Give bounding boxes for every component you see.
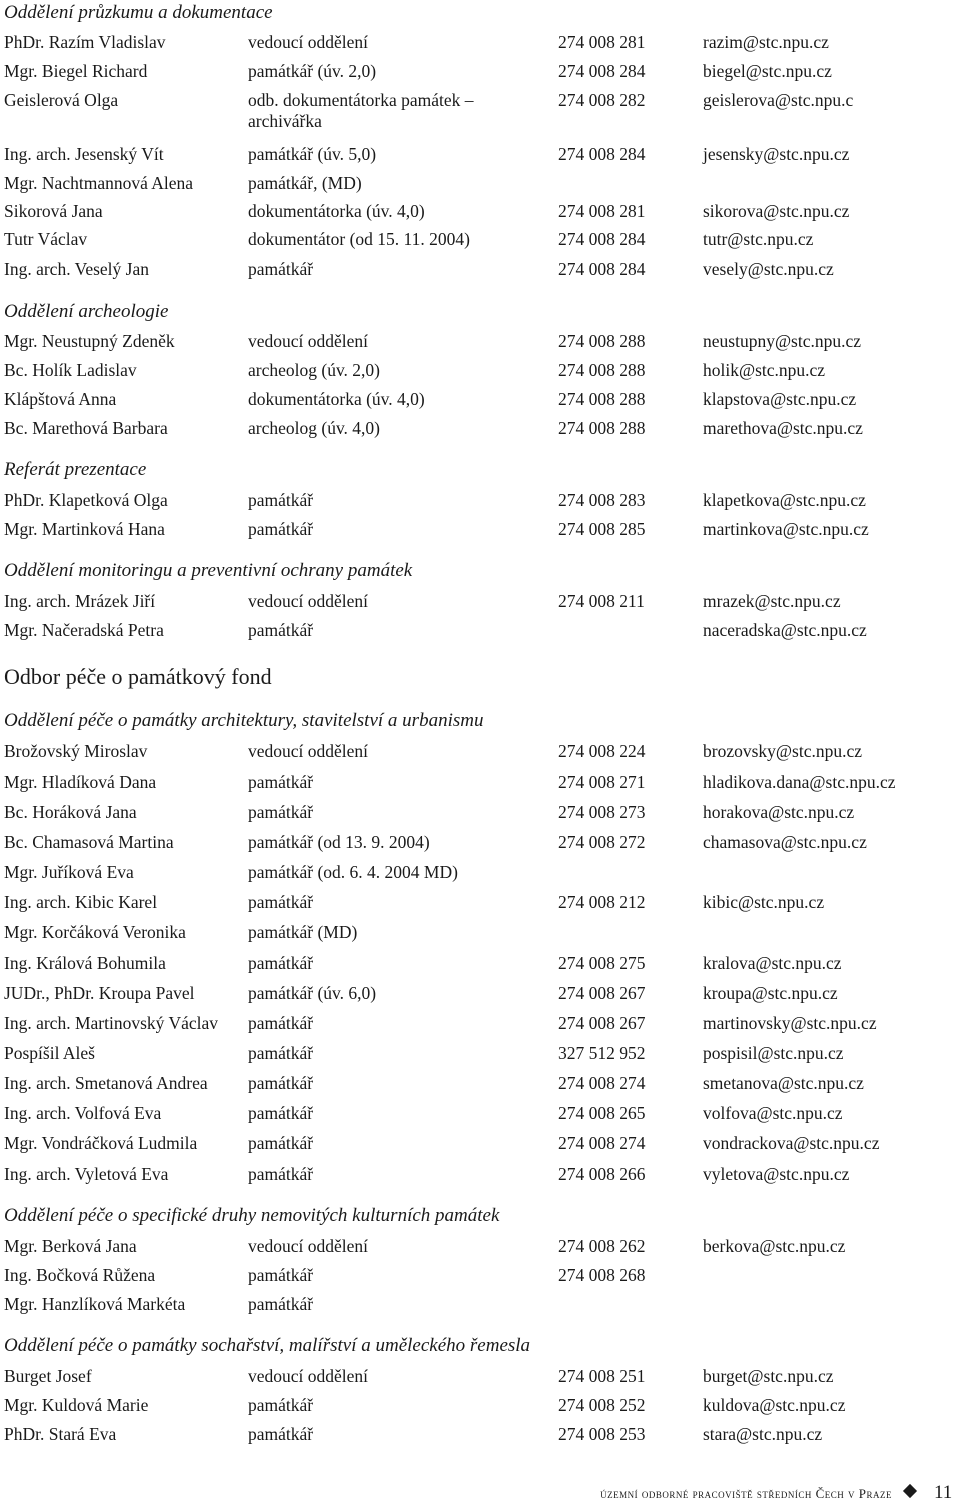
staff-email: sikorova@stc.npu.cz: [703, 201, 850, 221]
staff-function: archeolog (úv. 4,0): [248, 418, 381, 438]
staff-email: neustupny@stc.npu.cz: [703, 331, 862, 351]
staff-phone: 274 008 268: [558, 1265, 646, 1285]
staff-function: památkář (MD): [248, 922, 358, 942]
staff-email: jesensky@stc.npu.cz: [703, 144, 850, 164]
staff-name: JUDr., PhDr. Kroupa Pavel: [4, 983, 195, 1003]
staff-phone: 327 512 952: [558, 1043, 646, 1063]
staff-function: vedoucí oddělení: [248, 32, 369, 52]
staff-name: Ing. Králová Bohumila: [4, 953, 166, 973]
staff-name: Bc. Holík Ladislav: [4, 360, 137, 380]
staff-phone: 274 008 267: [558, 983, 646, 1003]
staff-name: PhDr. Razím Vladislav: [4, 32, 166, 52]
section-title: Oddělení průzkumu a dokumentace: [4, 2, 273, 23]
staff-email: kuldova@stc.npu.cz: [703, 1395, 846, 1415]
staff-row: [0, 519, 960, 539]
staff-phone: 274 008 273: [558, 802, 646, 822]
staff-email: chamasova@stc.npu.cz: [703, 832, 867, 852]
staff-phone: 274 008 266: [558, 1164, 646, 1184]
staff-phone: 274 008 253: [558, 1424, 646, 1444]
staff-row: [0, 90, 960, 110]
staff-email: vondrackova@stc.npu.cz: [703, 1133, 880, 1153]
staff-row: [0, 862, 960, 882]
staff-function: památkář: [248, 772, 314, 792]
staff-name: Mgr. Hanzlíková Markéta: [4, 1294, 186, 1314]
staff-row: [0, 1073, 960, 1093]
staff-function: vedoucí oddělení: [248, 741, 369, 761]
staff-function: památkář: [248, 1133, 314, 1153]
staff-phone: 274 008 265: [558, 1103, 646, 1123]
staff-phone: 274 008 288: [558, 389, 646, 409]
staff-row: [0, 772, 960, 792]
staff-row: [0, 1294, 960, 1314]
staff-function: památkář (od. 6. 4. 2004 MD): [248, 862, 458, 882]
staff-phone: 274 008 284: [558, 229, 646, 249]
staff-row: [0, 201, 960, 221]
section-title: Oddělení péče o památky sochařství, malířství a uměleckého řemesla: [4, 1335, 531, 1356]
staff-email: martinkova@stc.npu.cz: [703, 519, 869, 539]
staff-function: vedoucí oddělení: [248, 1236, 369, 1256]
staff-phone: 274 008 224: [558, 741, 646, 761]
staff-row: [0, 32, 960, 52]
staff-name: Mgr. Nachtmannová Alena: [4, 173, 194, 193]
page-number: 11: [934, 1482, 953, 1503]
staff-row: [0, 1395, 960, 1415]
staff-phone: 274 008 271: [558, 772, 646, 792]
staff-function-continued: archivářka: [248, 111, 322, 131]
staff-name: Ing. arch. Mrázek Jiří: [4, 591, 156, 611]
staff-name: Sikorová Jana: [4, 201, 103, 221]
staff-row: [0, 1265, 960, 1285]
staff-row: [0, 360, 960, 380]
staff-email: smetanova@stc.npu.cz: [703, 1073, 864, 1093]
staff-function: památkář: [248, 1395, 314, 1415]
staff-email: horakova@stc.npu.cz: [703, 802, 855, 822]
staff-email: burget@stc.npu.cz: [703, 1366, 834, 1386]
staff-function: památkář (od 13. 9. 2004): [248, 832, 430, 852]
staff-email: hladikova.dana@stc.npu.cz: [703, 772, 896, 792]
staff-function: památkář: [248, 1294, 314, 1314]
staff-email: tutr@stc.npu.cz: [703, 229, 814, 249]
staff-function: archeolog (úv. 2,0): [248, 360, 381, 380]
staff-name: Mgr. Berková Jana: [4, 1236, 137, 1256]
staff-row: [0, 1133, 960, 1153]
staff-phone: 274 008 211: [558, 591, 645, 611]
staff-row: [0, 741, 960, 761]
staff-email: vyletova@stc.npu.cz: [703, 1164, 850, 1184]
staff-phone: 274 008 274: [558, 1073, 646, 1093]
page-footer: [0, 1482, 960, 1504]
staff-name: Brožovský Miroslav: [4, 741, 148, 761]
staff-function: památkář: [248, 1424, 314, 1444]
section-title: Oddělení péče o památky architektury, stavitelství a urbanismu: [4, 710, 484, 731]
section-title: Oddělení péče o specifické druhy nemovitých kulturních památek: [4, 1205, 500, 1226]
staff-phone: 274 008 251: [558, 1366, 646, 1386]
staff-email: geislerova@stc.npu.c: [703, 90, 854, 110]
staff-function: památkář: [248, 953, 314, 973]
staff-phone: 274 008 288: [558, 360, 646, 380]
staff-email: marethova@stc.npu.cz: [703, 418, 863, 438]
staff-row: [0, 892, 960, 912]
staff-phone: 274 008 284: [558, 144, 646, 164]
section-title: Oddělení archeologie: [4, 301, 169, 322]
staff-function: dokumentátorka (úv. 4,0): [248, 389, 425, 409]
staff-email: kroupa@stc.npu.cz: [703, 983, 838, 1003]
staff-name: Ing. arch. Smetanová Andrea: [4, 1073, 208, 1093]
staff-function: památkář: [248, 1073, 314, 1093]
staff-email: brozovsky@stc.npu.cz: [703, 741, 862, 761]
staff-email: biegel@stc.npu.cz: [703, 61, 832, 81]
staff-phone: 274 008 285: [558, 519, 646, 539]
staff-name: Tutr Václav: [4, 229, 88, 249]
staff-name: Ing. arch. Veselý Jan: [4, 259, 149, 279]
staff-name: Bc. Horáková Jana: [4, 802, 137, 822]
staff-phone: 274 008 284: [558, 259, 646, 279]
staff-function: památkář: [248, 1164, 314, 1184]
staff-email: klapetkova@stc.npu.cz: [703, 490, 866, 510]
staff-function: vedoucí oddělení: [248, 331, 369, 351]
staff-row: [0, 591, 960, 611]
staff-row: [0, 1236, 960, 1256]
staff-email: mrazek@stc.npu.cz: [703, 591, 841, 611]
staff-name: Geislerová Olga: [4, 90, 119, 110]
staff-row: [0, 1366, 960, 1386]
staff-email: stara@stc.npu.cz: [703, 1424, 823, 1444]
staff-name: Ing. arch. Kibic Karel: [4, 892, 158, 912]
staff-email: razim@stc.npu.cz: [703, 32, 829, 52]
staff-name: Burget Josef: [4, 1366, 92, 1386]
staff-function: památkář (úv. 2,0): [248, 61, 377, 81]
staff-function: dokumentátorka (úv. 4,0): [248, 201, 425, 221]
staff-name: Ing. arch. Volfová Eva: [4, 1103, 162, 1123]
staff-name: Mgr. Martinková Hana: [4, 519, 165, 539]
staff-phone: 274 008 212: [558, 892, 646, 912]
staff-function: památkář: [248, 1265, 314, 1285]
staff-name: Ing. arch. Martinovský Václav: [4, 1013, 218, 1033]
staff-phone: 274 008 281: [558, 201, 646, 221]
staff-function: památkář: [248, 259, 314, 279]
staff-row: [0, 922, 960, 942]
staff-phone: 274 008 274: [558, 1133, 646, 1153]
staff-row: [0, 1424, 960, 1444]
staff-function: památkář: [248, 1043, 314, 1063]
staff-row: [0, 620, 960, 640]
staff-phone: 274 008 284: [558, 61, 646, 81]
section-title: Oddělení monitoringu a preventivní ochrany památek: [4, 560, 413, 581]
staff-function: vedoucí oddělení: [248, 1366, 369, 1386]
staff-function: památkář: [248, 1013, 314, 1033]
staff-phone: 274 008 252: [558, 1395, 646, 1415]
staff-name: Mgr. Načeradská Petra: [4, 620, 164, 640]
staff-name: Bc. Marethová Barbara: [4, 418, 168, 438]
staff-email: kralova@stc.npu.cz: [703, 953, 842, 973]
staff-row: [0, 1013, 960, 1033]
staff-function: památkář: [248, 490, 314, 510]
staff-name: PhDr. Stará Eva: [4, 1424, 117, 1444]
staff-phone: 274 008 283: [558, 490, 646, 510]
staff-name: Bc. Chamasová Martina: [4, 832, 174, 852]
staff-name: Ing. arch. Jesenský Vít: [4, 144, 164, 164]
staff-function: odb. dokumentátorka památek –: [248, 90, 474, 110]
staff-function: vedoucí oddělení: [248, 591, 369, 611]
staff-name: Pospíšil Aleš: [4, 1043, 95, 1063]
staff-email: vesely@stc.npu.cz: [703, 259, 834, 279]
staff-function: dokumentátor (od 15. 11. 2004): [248, 229, 470, 249]
staff-row: [0, 832, 960, 852]
footer-text: územní odborné pracoviště středních Čech v Praze: [600, 1486, 892, 1501]
staff-name: Mgr. Biegel Richard: [4, 61, 148, 81]
staff-name: Ing. arch. Vyletová Eva: [4, 1164, 169, 1184]
staff-phone: 274 008 275: [558, 953, 646, 973]
staff-email: pospisil@stc.npu.cz: [703, 1043, 844, 1063]
staff-email: berkova@stc.npu.cz: [703, 1236, 846, 1256]
staff-row: [0, 61, 960, 81]
staff-phone: 274 008 288: [558, 331, 646, 351]
staff-email: naceradska@stc.npu.cz: [703, 620, 867, 640]
staff-row: [0, 229, 960, 249]
staff-function: památkář: [248, 892, 314, 912]
staff-name: Mgr. Juříková Eva: [4, 862, 134, 882]
staff-function: památkář (úv. 5,0): [248, 144, 377, 164]
staff-function: památkář: [248, 620, 314, 640]
staff-function: památkář (úv. 6,0): [248, 983, 377, 1003]
staff-email: martinovsky@stc.npu.cz: [703, 1013, 877, 1033]
staff-name: Mgr. Kuldová Marie: [4, 1395, 149, 1415]
staff-email: klapstova@stc.npu.cz: [703, 389, 857, 409]
department-heading: Odbor péče o památkový fond: [4, 664, 272, 689]
staff-row: [0, 802, 960, 822]
staff-name: Klápštová Anna: [4, 389, 117, 409]
staff-row: [0, 1164, 960, 1184]
staff-row: [0, 331, 960, 351]
staff-phone: 274 008 282: [558, 90, 646, 110]
staff-row: [0, 983, 960, 1003]
staff-phone: 274 008 262: [558, 1236, 646, 1256]
staff-phone: 274 008 267: [558, 1013, 646, 1033]
staff-name: Mgr. Neustupný Zdeněk: [4, 331, 175, 351]
staff-function: památkář: [248, 802, 314, 822]
staff-row: [0, 490, 960, 510]
staff-phone: 274 008 281: [558, 32, 646, 52]
staff-function: památkář, (MD): [248, 173, 362, 193]
staff-email: volfova@stc.npu.cz: [703, 1103, 843, 1123]
staff-row: [0, 418, 960, 438]
staff-row: [0, 389, 960, 409]
staff-phone: 274 008 288: [558, 418, 646, 438]
staff-name: Ing. Bočková Růžena: [4, 1265, 156, 1285]
staff-function: památkář: [248, 519, 314, 539]
section-title: Referát prezentace: [4, 459, 147, 480]
staff-name: Mgr. Korčáková Veronika: [4, 922, 186, 942]
staff-row: [0, 953, 960, 973]
staff-phone: 274 008 272: [558, 832, 646, 852]
staff-row: [0, 1043, 960, 1063]
staff-email: kibic@stc.npu.cz: [703, 892, 825, 912]
staff-email: holik@stc.npu.cz: [703, 360, 826, 380]
staff-name: Mgr. Vondráčková Ludmila: [4, 1133, 198, 1153]
staff-name: Mgr. Hladíková Dana: [4, 772, 157, 792]
diamond-icon: [903, 1484, 917, 1498]
staff-row: [0, 259, 960, 279]
staff-row: [0, 144, 960, 164]
staff-row: [0, 1103, 960, 1123]
staff-name: PhDr. Klapetková Olga: [4, 490, 168, 510]
staff-row: [0, 173, 960, 193]
staff-function: památkář: [248, 1103, 314, 1123]
